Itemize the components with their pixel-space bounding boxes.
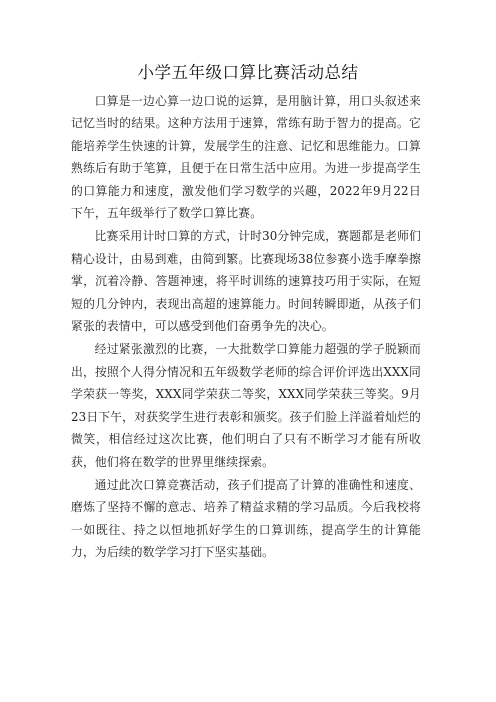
paragraph-conclusion: 通过此次口算竞赛活动，孩子们提高了计算的准确性和速度、磨炼了坚持不懈的意志、培养了精益求精的学习品质。今后我校将一如既往、持之以恒地抓好学生的口算训练，提高学生的计算能力，为后续的数学学习打下坚实基础。 [71,477,421,560]
paragraph-intro: 口算是一边心算一边口说的运算，是用脑计算，用口头叙述来记忆当时的结果。这种方法用于速算，常练有助于智力的提高。它能培养学生快速的计算，发展学生的注意、记忆和思维能力。口算熟练后有助于笔算，且便于在日常生活中应用。为进一步提高学生的口算能力和速度，激发他们学习数学的兴趣，2022年9月22日下午，五年级举行了数学口算比赛。 [71,94,421,221]
paragraph-competition: 比赛采用计时口算的方式，计时30分钟完成，赛题都是老师们精心设计，由易到难，由简到繁。比赛现场38位参赛小选手摩拳擦掌，沉着冷静、答题神速，将平时训练的速算技巧用于实际，在短短的几分钟内，表现出高超的速算能力。时间转瞬即逝，从孩子们紧张的表情中，可以感受到他们奋勇争先的决心。 [71,229,421,334]
paragraph-awards: 经过紧张激烈的比赛，一大批数学口算能力超强的学子脱颖而出，按照个人得分情况和五年级数学老师的综合评价评选出XXX同学荣获一等奖，XXX同学荣获二等奖，XXX同学荣获三等奖。9月23日下午，对获奖学生进行表彰和颁奖。孩子们脸上洋溢着灿烂的微笑，相信经过这次比赛，他们明白了只有不断学习才能有所收获，他们将在数学的世界里继续探索。 [71,342,421,469]
document-body [71,90,421,564]
document-title: 小学五年级口算比赛活动总结 [137,63,359,82]
